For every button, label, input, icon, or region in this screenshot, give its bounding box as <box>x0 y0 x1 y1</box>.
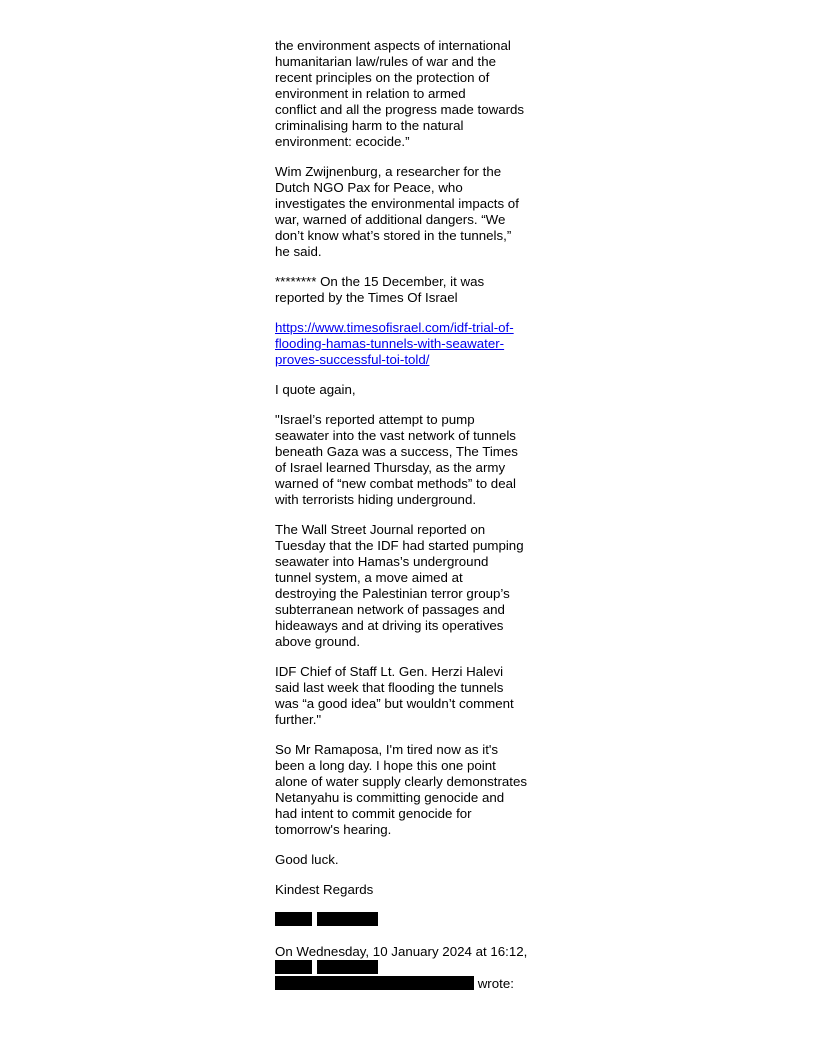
paragraph-seawater-attempt: "Israel’s reported attempt to pump seawater into the vast network of tunnels beneath Gaza was a success, The Times of Israel learned Thursday, as the army warned of “new combat methods” to deal with terrorists hiding underground. <box>275 412 518 507</box>
quote-header-wrote: wrote: <box>474 976 514 991</box>
paragraph-ramaposa: So Mr Ramaposa, I'm tired now as it's been a long day. I hope this one point alone of water supply clearly demonstrates Netanyahu is committing genocide and had intent to commit genocide for tomorrow's hearing. <box>275 742 528 837</box>
signature-redacted <box>275 912 547 928</box>
redaction-block-sender-last-name <box>317 960 378 974</box>
redaction-block-first-name <box>275 912 312 926</box>
quote-header-name-line <box>275 960 547 976</box>
paragraph-kindest-regards: Kindest Regards <box>275 882 374 897</box>
paragraph-quote-again: I quote again, <box>275 382 356 397</box>
paragraph-wall-street-journal: The Wall Street Journal reported on Tuesday that the IDF had started pumping seawater into Hamas’s underground tunnel system, a move aimed at destroying the Palestinian terror group’s subterranean network of passages and hideaways and at driving its operatives above ground. <box>275 522 524 649</box>
quote-header <box>275 944 547 992</box>
times-of-israel-link[interactable]: https://www.timesofisrael.com/idf-trial-of- flooding-hamas-tunnels-with-seawater- proves-successful-toi-told/ <box>275 320 514 367</box>
redaction-block-last-name <box>317 912 378 926</box>
redaction-block-sender-email <box>275 976 474 990</box>
quote-header-email-line <box>275 976 547 992</box>
paragraph-good-luck: Good luck. <box>275 852 339 867</box>
paragraph-halevi: IDF Chief of Staff Lt. Gen. Herzi Halevi said last week that flooding the tunnels was “a good idea” but wouldn’t comment further." <box>275 664 514 727</box>
quote-header-date: On Wednesday, 10 January 2024 at 16:12, <box>275 944 528 959</box>
paragraph-times-of-israel-report: ******** On the 15 December, it was reported by the Times Of Israel <box>275 274 485 305</box>
redaction-block-sender-first-name <box>275 960 312 974</box>
paragraph-zwijnenburg: Wim Zwijnenburg, a researcher for the Dutch NGO Pax for Peace, who investigates the environmental impacts of war, warned of additional dangers. “We don’t know what’s stored in the tunnels,” he said. <box>275 164 519 259</box>
paragraph-environment-aspects: the environment aspects of international humanitarian law/rules of war and the recent principles on the protection of environment in relation to armed conflict and all the progress made towards criminalising harm to the natural environment: ecocide.” <box>275 38 525 149</box>
email-body <box>275 38 547 992</box>
